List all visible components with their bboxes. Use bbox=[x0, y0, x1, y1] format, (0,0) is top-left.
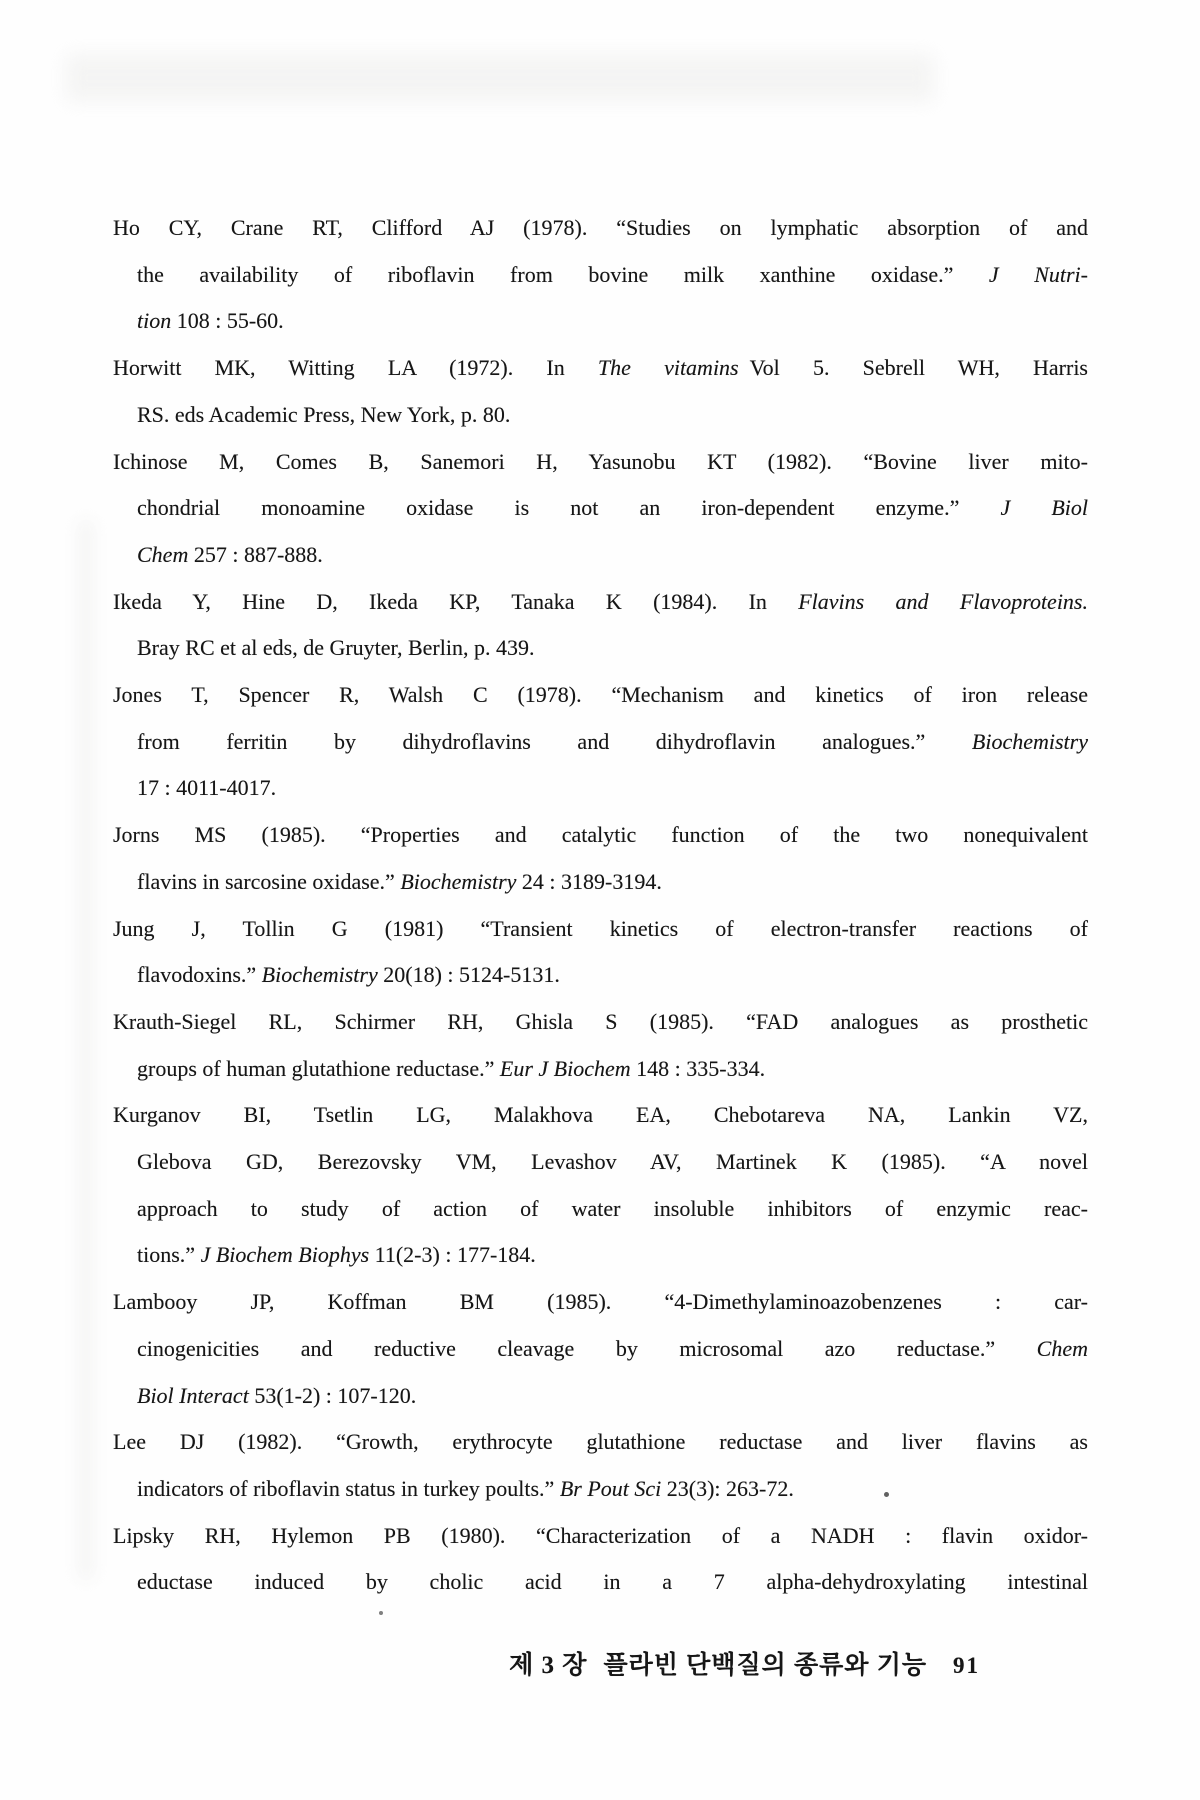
reference-text: 148 : 335-334. bbox=[630, 1055, 766, 1081]
footer-chapter-label: 제 3 장 bbox=[509, 1652, 588, 1679]
journal-name: J Nutri- bbox=[988, 261, 1088, 287]
reference-line bbox=[113, 859, 1088, 906]
reference-text: tions.” bbox=[137, 1242, 201, 1268]
journal-name: Biol Interact bbox=[137, 1382, 249, 1408]
reference-line bbox=[113, 1092, 1088, 1139]
reference-line bbox=[113, 1419, 1088, 1466]
reference-text: Jones T, Spencer R, Walsh C (1978). “Mechanism and kinetics of iron release bbox=[113, 682, 1088, 708]
reference-text: Lipsky RH, Hylemon PB (1980). “Characterization of a NADH : flavin oxidor- bbox=[113, 1522, 1088, 1548]
reference-text: 257 : 887-888. bbox=[188, 541, 323, 567]
reference-text: Vol 5. Sebrell WH, Harris bbox=[738, 355, 1088, 381]
reference-text: flavins in sarcosine oxidase.” bbox=[137, 868, 401, 894]
reference-text: 53(1-2) : 107-120. bbox=[248, 1382, 417, 1408]
reference-list bbox=[113, 205, 1088, 1606]
journal-name: J Biochem Biophys bbox=[200, 1242, 370, 1268]
reference-line bbox=[113, 1186, 1088, 1233]
reference-line bbox=[113, 672, 1088, 719]
reference-line bbox=[113, 392, 1088, 439]
journal-name: J Biol bbox=[1000, 495, 1088, 521]
reference-line bbox=[113, 1559, 1088, 1606]
reference-line bbox=[113, 1279, 1088, 1326]
footer-chapter-title: 플라빈 단백질의 종류와 기능 bbox=[603, 1652, 927, 1679]
reference-text: Lambooy JP, Koffman BM (1985). “4-Dimethylaminoazobenzenes : car- bbox=[113, 1289, 1088, 1315]
journal-name: Biochemistry bbox=[261, 962, 378, 988]
reference-text: 20(18) : 5124-5131. bbox=[377, 962, 560, 988]
reference-line bbox=[113, 1373, 1088, 1420]
scan-artifact-left-smudge bbox=[78, 520, 94, 1580]
reference-line bbox=[113, 1139, 1088, 1186]
reference-text: indicators of riboflavin status in turkey poults.” bbox=[137, 1475, 560, 1501]
reference-text: approach to study of action of water insoluble inhibitors of enzymic reac- bbox=[137, 1195, 1088, 1221]
journal-name: Chem bbox=[1036, 1335, 1088, 1361]
journal-name: Br Pout Sci bbox=[559, 1475, 662, 1501]
journal-name: Biochemistry bbox=[400, 868, 517, 894]
reference-line bbox=[113, 1466, 1088, 1513]
reference-text: chondrial monoamine oxidase is not an iron-dependent enzyme.” bbox=[137, 495, 1001, 521]
reference-text: Horwitt MK, Witting LA (1972). In bbox=[113, 355, 598, 381]
reference-text: groups of human glutathione reductase.” bbox=[137, 1055, 500, 1081]
reference-text: Glebova GD, Berezovsky VM, Levashov AV, Martinek K (1985). “A novel bbox=[137, 1149, 1088, 1175]
reference-line bbox=[113, 906, 1088, 953]
reference-text: 108 : 55-60. bbox=[171, 308, 284, 334]
reference-text: 24 : 3189-3194. bbox=[516, 868, 662, 894]
reference-text: cinogenicities and reductive cleavage by microsomal azo reductase.” bbox=[137, 1335, 1037, 1361]
reference-text: Lee DJ (1982). “Growth, erythrocyte glutathione reductase and liver flavins as bbox=[113, 1429, 1088, 1455]
reference-line bbox=[113, 1513, 1088, 1560]
reference-line bbox=[113, 999, 1088, 1046]
reference-line bbox=[113, 625, 1088, 672]
reference-text: flavodoxins.” bbox=[137, 962, 262, 988]
reference-text: Bray RC et al eds, de Gruyter, Berlin, p. 439. bbox=[137, 635, 535, 661]
journal-name: Biochemistry bbox=[971, 728, 1088, 754]
reference-text: Jorns MS (1985). “Properties and catalytic function of the two nonequivalent bbox=[113, 822, 1088, 848]
reference-line bbox=[113, 579, 1088, 626]
reference-line bbox=[113, 252, 1088, 299]
scan-artifact-top-band bbox=[66, 54, 934, 102]
reference-text: Ichinose M, Comes B, Sanemori H, Yasunobu KT (1982). “Bovine liver mito- bbox=[113, 448, 1088, 474]
journal-name: Flavins and Flavoproteins. bbox=[798, 588, 1088, 614]
reference-text: the availability of riboflavin from bovine milk xanthine oxidase.” bbox=[137, 261, 989, 287]
reference-text: Ikeda Y, Hine D, Ikeda KP, Tanaka K (1984). In bbox=[113, 588, 799, 614]
journal-name: tion bbox=[137, 308, 172, 334]
reference-text: Jung J, Tollin G (1981) “Transient kinetics of electron-transfer reactions of bbox=[113, 915, 1088, 941]
reference-line bbox=[113, 298, 1088, 345]
reference-line bbox=[113, 765, 1088, 812]
journal-name: The vitamins bbox=[597, 355, 739, 381]
reference-text: Krauth-Siegel RL, Schirmer RH, Ghisla S (1985). “FAD analogues as prosthetic bbox=[113, 1008, 1088, 1034]
reference-line bbox=[113, 1232, 1088, 1279]
reference-text: 11(2-3) : 177-184. bbox=[369, 1242, 536, 1268]
reference-text: from ferritin by dihydroflavins and dihydroflavin analogues.” bbox=[137, 728, 972, 754]
reference-line bbox=[113, 812, 1088, 859]
reference-text: 17 : 4011-4017. bbox=[137, 775, 277, 801]
scan-artifact-speck bbox=[379, 1611, 383, 1615]
reference-text: eductase induced by cholic acid in a 7 alpha-dehydroxylating intestinal bbox=[137, 1569, 1088, 1595]
reference-line bbox=[113, 952, 1088, 999]
reference-line bbox=[113, 1046, 1088, 1093]
reference-text: 23(3): 263-72. bbox=[661, 1475, 794, 1501]
reference-text: Kurganov BI, Tsetlin LG, Malakhova EA, Chebotareva NA, Lankin VZ, bbox=[113, 1102, 1088, 1128]
reference-line bbox=[113, 439, 1088, 486]
reference-text: RS. eds Academic Press, New York, p. 80. bbox=[137, 401, 511, 427]
reference-text: Ho CY, Crane RT, Clifford AJ (1978). “Studies on lymphatic absorption of and bbox=[113, 215, 1088, 240]
reference-line bbox=[113, 485, 1088, 532]
journal-name: Chem bbox=[137, 541, 189, 567]
reference-line bbox=[113, 345, 1088, 392]
reference-line bbox=[113, 1326, 1088, 1373]
footer-page-number: 91 bbox=[953, 1653, 980, 1678]
reference-line bbox=[113, 205, 1088, 252]
page-footer bbox=[509, 1645, 980, 1681]
journal-name: Eur J Biochem bbox=[499, 1055, 631, 1081]
reference-line bbox=[113, 719, 1088, 766]
reference-line bbox=[113, 532, 1088, 579]
